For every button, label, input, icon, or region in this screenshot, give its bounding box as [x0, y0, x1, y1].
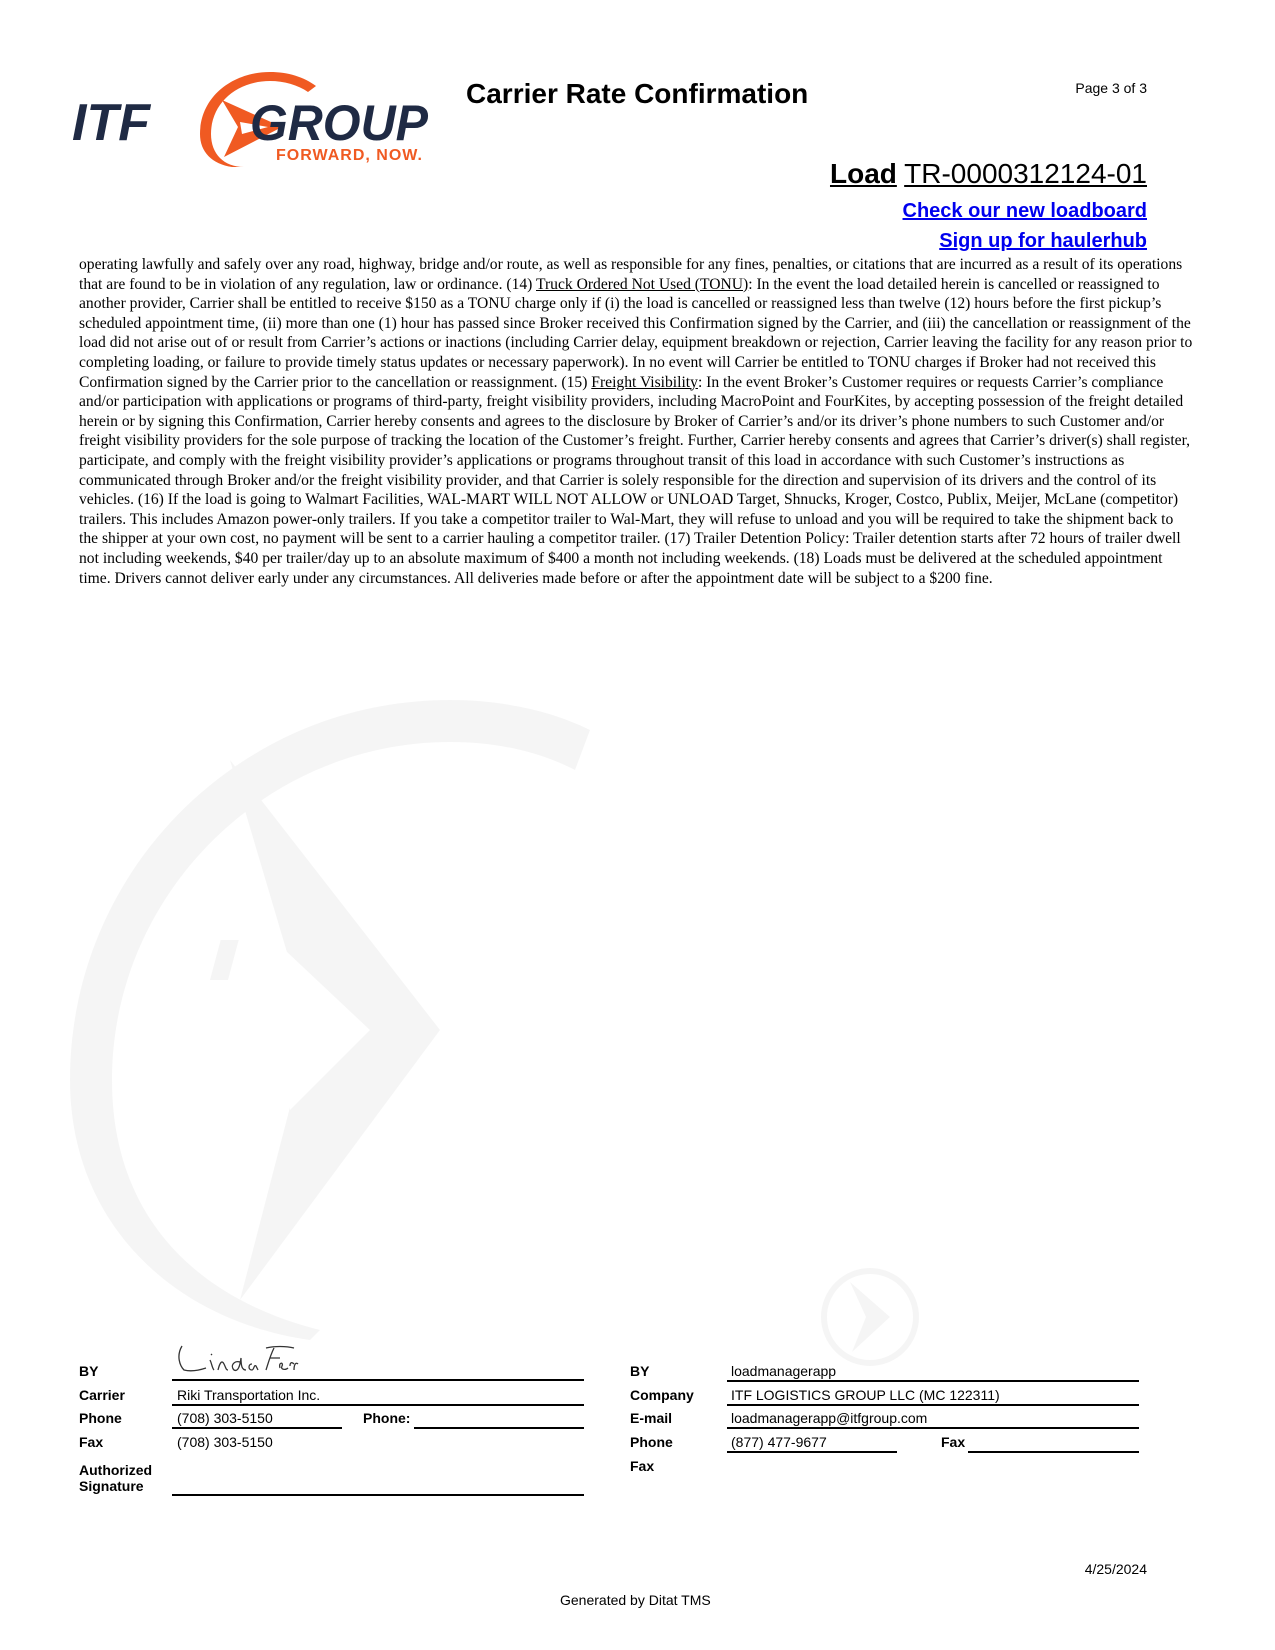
carrier-name: Riki Transportation Inc.: [177, 1387, 321, 1403]
broker-company: ITF LOGISTICS GROUP LLC (MC 122311): [731, 1387, 1000, 1403]
carrier-phone-label: Phone: [79, 1410, 122, 1426]
logo-text-group: GROUP: [250, 95, 429, 151]
haulerhub-link[interactable]: Sign up for haulerhub: [939, 230, 1147, 252]
carrier-fax: (708) 303-5150: [177, 1434, 273, 1450]
terms-text: [79, 255, 1195, 588]
carrier-signature: [174, 1342, 304, 1376]
document-title: Carrier Rate Confirmation: [466, 78, 809, 109]
authorized-label-2: Signature: [79, 1478, 144, 1494]
broker-fax2-label: Fax: [941, 1434, 966, 1450]
carrier-phone2-line: [414, 1427, 584, 1429]
itf-group-logo: [72, 72, 442, 167]
document-date: 4/25/2024: [1084, 1561, 1147, 1577]
authorized-signature-line: [172, 1494, 584, 1496]
broker-email-line: [727, 1427, 1139, 1429]
broker-phone-line: [727, 1451, 897, 1453]
carrier-fax-label: Fax: [79, 1434, 104, 1450]
carrier-line: [172, 1404, 584, 1406]
loadboard-link[interactable]: Check our new loadboard: [902, 200, 1147, 222]
carrier-by-line: [172, 1379, 584, 1381]
carrier-by-label: BY: [79, 1363, 99, 1379]
load-label: Load: [829, 158, 897, 189]
terms-part-2: : In the event the load detailed herein is cancelled or reassigned to another provider, Carrier shall be entitled to receive $150 as a TONU charge only if (i) the load is cancelled or reassigned less than twelve (12) hours before the first pickup’s scheduled appointment time, (ii) more than one (1) hour has passed since Broker received this Confirmation signed by the Carrier, and (iii) the cancellation or reassignment of the load did not arise out of or result from Carrier’s actions or inactions (including Carrier delay, equipment breakdown or rejection, Carrier leaving the facility for any reason prior to completing loading, or failure to provide timely status updates or necessary paperwork). In no event will Carrier be entitled to TONU charges if Broker had not received this Confirmation signed by the Carrier prior to the cancellation or reassignment. (15): [79, 275, 1193, 391]
logo-watermark-icon: [70, 700, 610, 1340]
logo-watermark-small-icon: [820, 1262, 920, 1372]
freight-visibility-heading: Freight Visibility: [591, 373, 698, 391]
broker-phone-label: Phone: [630, 1434, 673, 1450]
load-number: TR-0000312124-01: [904, 158, 1147, 189]
page-number: Page 3 of 3: [1075, 80, 1147, 96]
broker-by-line: [727, 1380, 1139, 1382]
broker-phone: (877) 477-9677: [731, 1434, 827, 1450]
load-number-line: [830, 158, 1147, 190]
logo-tagline: FORWARD, NOW.: [276, 147, 423, 164]
broker-company-line: [727, 1404, 1139, 1406]
terms-part-1: operating lawfully and safely over any road, highway, bridge and/or route, as well as responsible for any fines, penalties, or citations that are incurred as a result of its operations that are found to be in violation of any regulation, law or ordinance. (14): [79, 256, 1183, 293]
broker-company-label: Company: [630, 1387, 694, 1403]
authorized-label-1: Authorized: [79, 1462, 153, 1478]
terms-part-3: : In the event Broker’s Customer requires or requests Carrier’s compliance and/or participation with applications or programs of third-party, freight visibility providers, including MacroPoint and FourKites, by accepting possession of the freight detailed herein or by signing this Confirmation, Carrier hereby consents and agrees to the disclosure by Broker of Carrier’s and/or its driver’s phone numbers to such Customer and/or freight visibility providers for the sole purpose of tracking the location of the Customer’s freight. Further, Carrier hereby consents and agrees that Carrier’s driver(s) shall register, participate, and comply with the freight visibility provider’s applications or programs throughout transit of this load in accordance with such Customer’s instructions as communicated through Broker and/or the freight visibility provider, and that Carrier is solely responsible for the direction and supervision of its drivers and the control of its vehicles. (16) If the load is going to Walmart Facilities, WAL-MART WILL NOT ALLOW or UNLOAD Target, Shnucks, Kroger, Costco, Publix, Meijer, McLane (competitor) trailers. This includes Amazon power-only trailers. If you take a competitor trailer to Wal-Mart, they will refuse to unload and you will be required to take the shipment back to the shipper at your own cost, no payment will be sent to a carrier hauling a competitor trailer. (17) Trailer Detention Policy: Trailer detention starts after 72 hours of trailer dwell not including weekends, $40 per trailer/day up to an absolute maximum of $400 a month not including weekends. (18) Loads must be delivered at the scheduled appointment time. Drivers cannot deliver early under any circumstances. All deliveries made before or after the appointment date will be subject to a $200 fine.: [79, 373, 1191, 587]
broker-by-label: BY: [630, 1363, 650, 1379]
carrier-label: Carrier: [79, 1387, 125, 1403]
signature-text: Linda Ferrer: [174, 1374, 180, 1375]
carrier-phone: (708) 303-5150: [177, 1410, 273, 1426]
broker-email-label: E-mail: [630, 1410, 673, 1426]
carrier-phone-line: [172, 1427, 342, 1429]
carrier-phone2-label: Phone:: [363, 1410, 411, 1426]
broker-email: loadmanagerapp@itfgroup.com: [731, 1410, 928, 1426]
logo-text-itf: ITF: [72, 94, 150, 152]
broker-fax2-line: [968, 1451, 1139, 1453]
broker-fax-label: Fax: [630, 1458, 655, 1474]
broker-by: loadmanagerapp: [731, 1363, 837, 1379]
generated-by: Generated by Ditat TMS: [560, 1592, 711, 1608]
tonu-heading: Truck Ordered Not Used (TONU): [536, 275, 749, 293]
